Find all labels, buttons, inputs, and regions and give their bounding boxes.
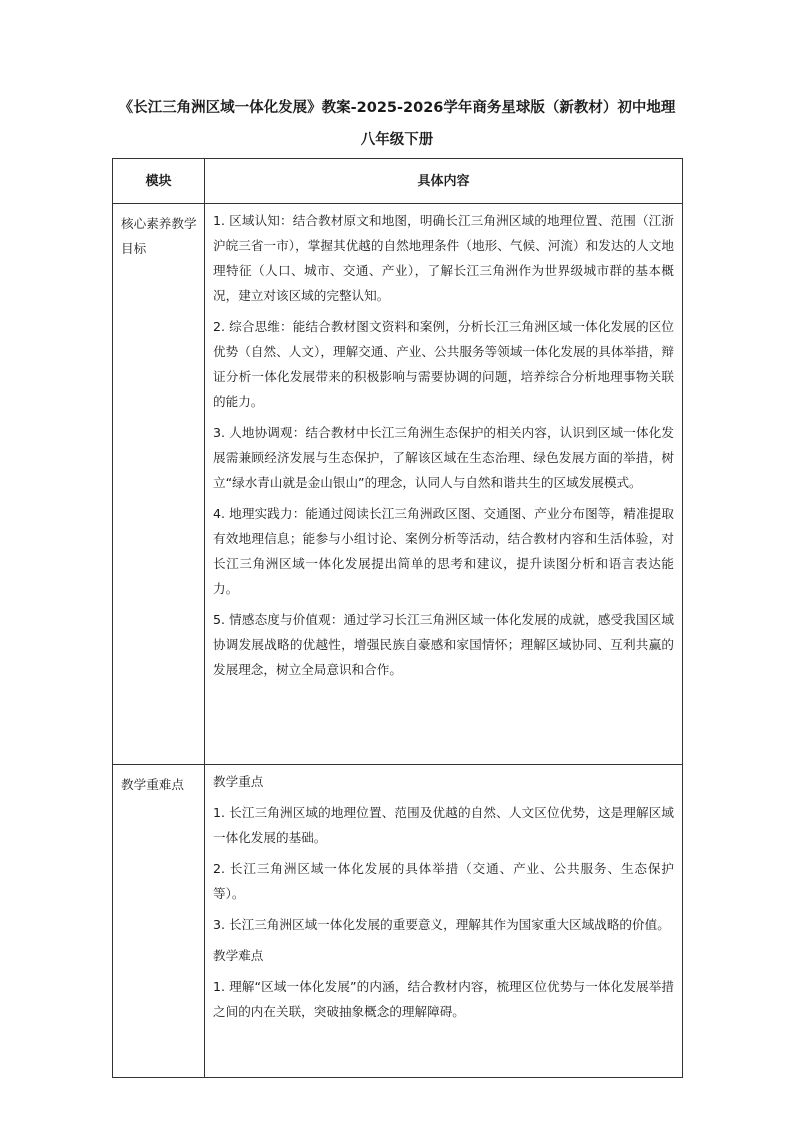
row-content-key-points bbox=[205, 765, 683, 1078]
header-content: 具体内容 bbox=[205, 159, 683, 204]
row-label-key-points: 教学重难点 bbox=[113, 765, 205, 1078]
row-content-goals bbox=[205, 204, 683, 765]
key-point-paragraph: 1. 长江三角洲区域的地理位置、范围及优越的自然、人文区位优势，这是理解区域一体化发展的基础。 bbox=[213, 805, 674, 845]
table-header-row bbox=[113, 159, 683, 204]
goal-paragraph: 2. 综合思维：能结合教材图文资料和案例，分析长江三角洲区域一体化发展的区位优势（自然、人文），理解交通、产业、公共服务等领域一体化发展的具体举措，辩证分析一体化发展带来的积极影响与需要协调的问题，培养综合分析地理事物关联的能力。 bbox=[213, 319, 674, 409]
section-heading-key: 教学重点 bbox=[213, 774, 264, 789]
goal-paragraph: 3. 人地协调观：结合教材中长江三角洲生态保护的相关内容，认识到区域一体化发展需兼顾经济发展与生态保护，了解该区域在生态治理、绿色发展方面的举措，树立“绿水青山就是金山银山”的理念，认同人与自然和谐共生的区域发展模式。 bbox=[213, 425, 674, 490]
difficult-point-paragraph: 1. 理解“区域一体化发展”的内涵，结合教材内容，梳理区位优势与一体化发展举措之间的内在关联，突破抽象概念的理解障碍。 bbox=[213, 979, 674, 1019]
goal-paragraph: 5. 情感态度与价值观：通过学习长江三角洲区域一体化发展的成就，感受我国区域协调发展战略的优越性，增强民族自豪感和家国情怀；理解区域协同、互利共赢的发展理念，树立全局意识和合作。 bbox=[213, 612, 674, 677]
lesson-plan-table bbox=[112, 158, 683, 1078]
row-label-goals: 核心素养教学目标 bbox=[113, 204, 205, 765]
header-module: 模块 bbox=[113, 159, 205, 204]
section-heading-difficult: 教学难点 bbox=[213, 948, 264, 963]
document-title: 《长江三角洲区域一体化发展》教案-2025-2026学年商务星球版（新教材）初中地理 bbox=[118, 100, 676, 116]
table-row bbox=[113, 765, 683, 1078]
document-subtitle: 八年级下册 bbox=[360, 132, 434, 148]
goal-paragraph: 4. 地理实践力：能通过阅读长江三角洲政区图、交通图、产业分布图等，精准提取有效地理信息；能参与小组讨论、案例分析等活动，结合教材内容和生活体验，对长江三角洲区域一体化发展提出简单的思考和建议，提升读图分析和语言表达能力。 bbox=[213, 506, 674, 596]
key-point-paragraph: 2. 长江三角洲区域一体化发展的具体举措（交通、产业、公共服务、生态保护等）。 bbox=[213, 861, 674, 901]
goal-paragraph: 1. 区域认知：结合教材原文和地图，明确长江三角洲区域的地理位置、范围（江浙沪皖三省一市），掌握其优越的自然地理条件（地形、气候、河流）和发达的人文地理特征（人口、城市、交通、产业），了解长江三角洲作为世界级城市群的基本概况，建立对该区域的完整认知。 bbox=[213, 213, 674, 303]
key-point-paragraph: 3. 长江三角洲区域一体化发展的重要意义，理解其作为国家重大区域战略的价值。 bbox=[213, 917, 670, 932]
table-row bbox=[113, 204, 683, 765]
